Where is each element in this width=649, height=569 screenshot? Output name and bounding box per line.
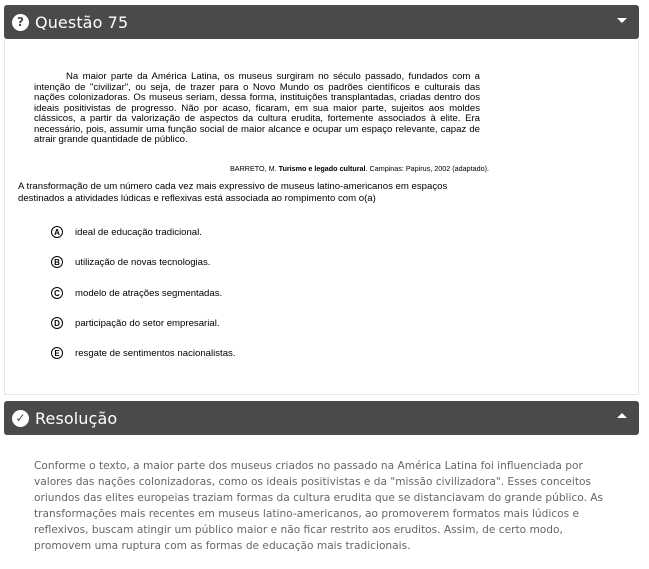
question-header[interactable] [4, 5, 639, 39]
option-text: resgate de sentimentos nacionalistas. [75, 347, 236, 359]
source-citation [230, 164, 489, 173]
question-stem: A transformação de um número cada vez mais expressivo de museus latino-americanos em espaços destinados a atividades lúdicas e reflexivas está associada ao rompimento com o(a) [18, 181, 448, 204]
option-letter: D [51, 317, 63, 329]
resolution-header[interactable] [4, 401, 639, 435]
option-text: ideal de educação tradicional. [75, 226, 202, 238]
option-letter: B [51, 256, 63, 268]
option-d[interactable] [51, 317, 220, 329]
option-c[interactable] [51, 287, 222, 299]
option-b[interactable] [51, 256, 210, 268]
question-title: Questão 75 [35, 12, 129, 32]
check-circle-icon: ✓ [12, 410, 29, 427]
question-circle-icon: ? [12, 14, 29, 31]
option-text: utilização de novas tecnologias. [75, 256, 211, 268]
option-letter: C [51, 287, 63, 299]
resolution-title: Resolução [35, 408, 118, 428]
source-author: BARRETO, M. [230, 164, 277, 173]
source-rest: . Campinas: Papirus, 2002 (adaptado). [365, 164, 489, 173]
option-a[interactable] [51, 226, 202, 238]
passage-text: Na maior parte da América Latina, os museus surgiram no século passado, fundados com a intenção de "civilizar", ou seja, de trazer para o Novo Mundo os padrões científicos e culturais das nações colonizadoras. Os museus seriam, dessa forma, instituições transplantadas, criadas dentro dos ideais positivistas de progresso. Não por acaso, ficaram, em sua maior parte, sujeitos aos moldes clássicos, a partir da valorização de aspectos da cultura erudita, fortemente associados à elite. Era necessário, pois, assumir uma função social de maior alcance e ocupar um espaço relevante, capaz de atrair grande quantidade de público. [34, 71, 480, 145]
option-text: modelo de atrações segmentadas. [75, 287, 223, 299]
source-work: Turismo e legado cultural [278, 164, 366, 173]
option-letter: E [51, 347, 63, 359]
chevron-down-icon[interactable] [617, 18, 627, 23]
chevron-up-icon[interactable] [617, 413, 627, 418]
option-letter: A [51, 226, 63, 238]
option-text: participação do setor empresarial. [75, 317, 220, 329]
resolution-text: Conforme o texto, a maior parte dos museus criados no passado na América Latina foi influenciada por valores das nações colonizadoras, como os ideais positivistas e da "missão civilizadora". Esses conceitos oriundos das elites europeias traziam formas da cultura erudita que se distanciavam do grande público. As transformações mais recentes em museus latino-americanos, ao promoverem formatos mais lúdicos e reflexivos, buscam atingir um público maior e não ficar restrito aos eruditos. Assim, de certo modo, promovem uma ruptura com as formas de educação mais tradicionais. [34, 460, 604, 552]
option-e[interactable] [51, 347, 236, 359]
